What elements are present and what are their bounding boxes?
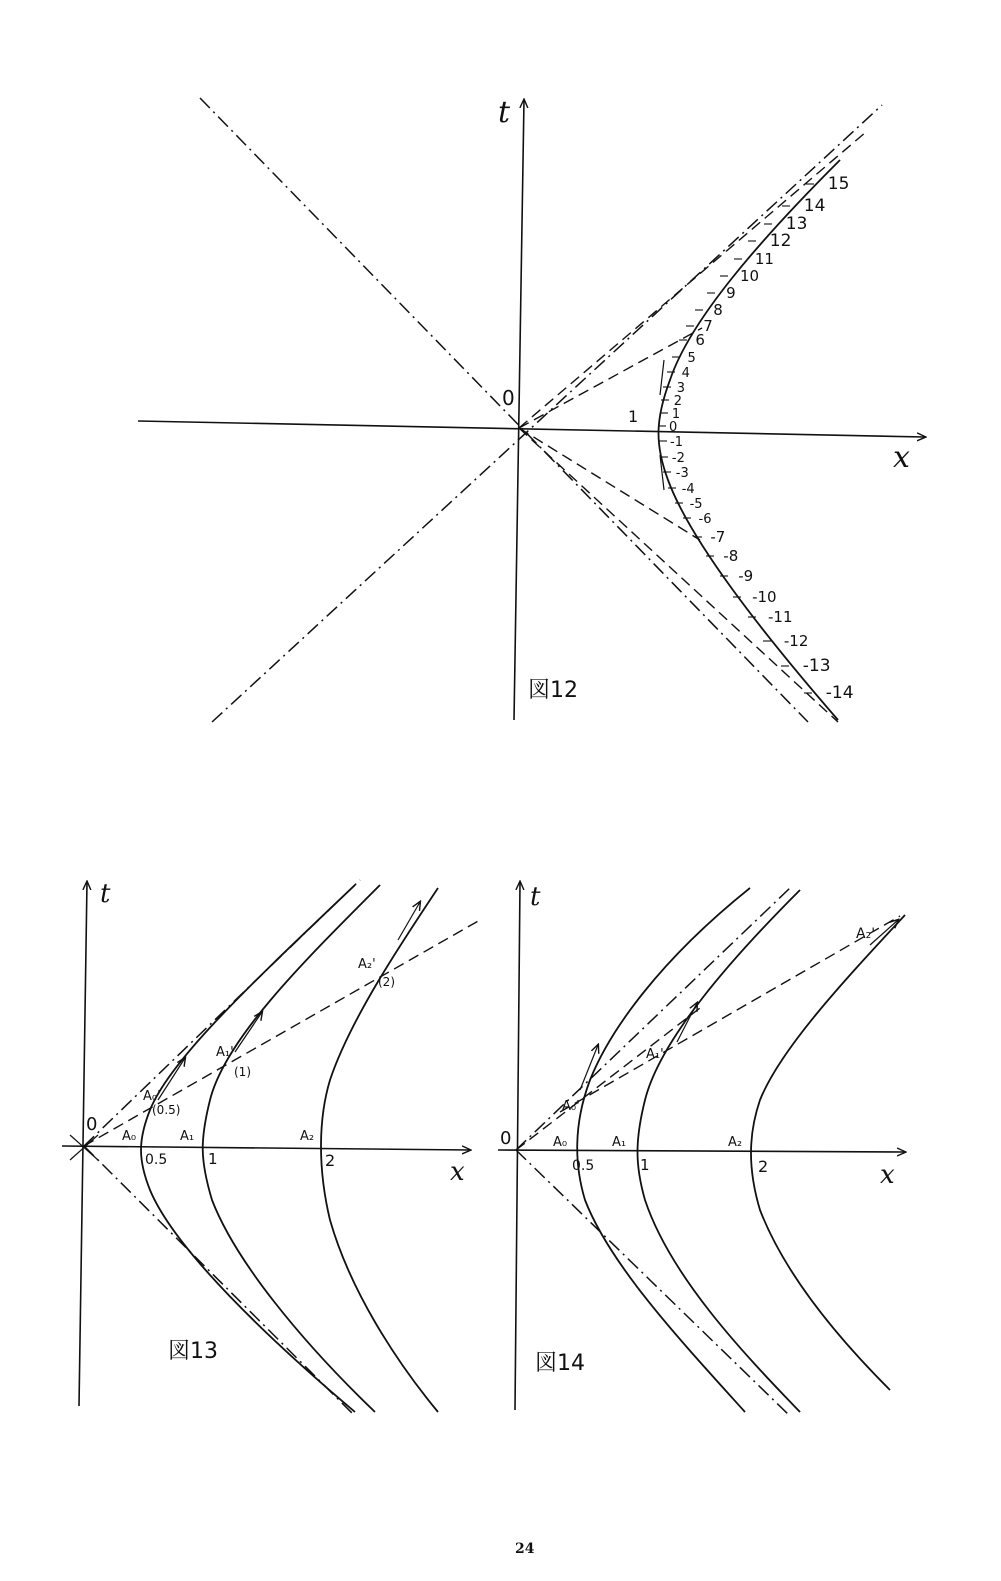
tangent-segment: [660, 360, 664, 395]
worldline-tick-label: 3: [676, 381, 685, 396]
worldline-tick-label: -14: [825, 683, 854, 703]
worldline-tick-label: 5: [687, 351, 696, 366]
x-axis: [138, 421, 925, 437]
worldline-tick-label: -13: [802, 656, 831, 676]
x-axis: [498, 1150, 905, 1152]
light-cone-line: [200, 98, 808, 722]
worldline-tick-label: -8: [723, 547, 739, 565]
worldline-tick-label: -7: [710, 528, 726, 546]
worldline-tick-label: 4: [681, 366, 690, 381]
x-tick-label: 2: [758, 1157, 769, 1176]
worldline-tick-label: -1: [670, 435, 683, 450]
worldline-tick-label: 12: [769, 231, 792, 251]
event-value: (1): [234, 1065, 251, 1079]
event-label: A₀': [143, 1089, 161, 1104]
t-axis-label: t: [530, 882, 541, 912]
page-number: 24: [515, 1541, 535, 1557]
worldline-tick-label: 10: [740, 267, 760, 285]
worldline-tick-label: -4: [681, 482, 695, 497]
worldline-tick-label: 11: [754, 250, 774, 268]
vertex-label: A₀: [553, 1135, 568, 1150]
x-tick-label: 0.5: [572, 1158, 595, 1174]
worldline-hyperbola: [658, 160, 840, 720]
x-axis-label: x: [450, 1157, 465, 1187]
worldline-tick-label: 9: [726, 284, 736, 302]
worldline-tick-label: -12: [783, 632, 809, 650]
tangent-arrow: [677, 1003, 697, 1042]
x-tick-label: 0.5: [145, 1152, 168, 1168]
light-cone-line: [516, 1150, 790, 1416]
worldline-tick-label: -3: [675, 466, 689, 481]
event-label: A₁': [216, 1045, 234, 1060]
worldline-tick-label: -10: [752, 588, 777, 606]
worldline-tick-label: 0: [669, 420, 678, 435]
figure-12: [138, 95, 925, 722]
vertex-label: A₁: [180, 1129, 195, 1144]
worldline-ticks: [658, 174, 854, 703]
asymptote-line: [519, 132, 866, 428]
event-label: A₂': [856, 926, 876, 942]
t-axis-label: t: [100, 879, 111, 909]
vertex-label: A₂: [300, 1129, 315, 1144]
worldline-tick-label: 8: [713, 301, 723, 319]
x-tick-label: 1: [208, 1150, 218, 1168]
event-label: A₁': [646, 1047, 664, 1062]
origin-label: 0: [502, 386, 515, 410]
worldline-tick-label: 6: [695, 331, 705, 349]
figure-caption: 図12: [528, 678, 578, 703]
origin-label: 0: [500, 1128, 512, 1149]
worldline-tick-label: -2: [671, 451, 685, 466]
worldline-tick-label: 1: [671, 407, 681, 422]
worldline-tick-label: 2: [673, 394, 683, 409]
worldline-tick-label: 7: [703, 317, 713, 335]
simultaneity-line: [516, 1008, 700, 1150]
tangent-arrow: [235, 1012, 262, 1052]
worldline-tick-label: 14: [803, 196, 826, 216]
tangent-arrow: [158, 1058, 185, 1100]
figure-14: [498, 882, 905, 1416]
x-tick-label: 1: [640, 1156, 650, 1174]
origin-label: 0: [86, 1114, 98, 1135]
t-axis: [514, 100, 524, 720]
light-cone-line: [516, 888, 790, 1150]
x-axis-label: x: [880, 1160, 895, 1190]
event-value: (2): [378, 975, 395, 989]
unit-label: 1: [628, 407, 639, 426]
figure-13: [62, 879, 480, 1416]
t-axis-label: t: [498, 95, 511, 130]
x-axis: [62, 1146, 470, 1150]
worldline-tick-label: -5: [689, 497, 703, 512]
event-label: A₂': [358, 957, 376, 972]
x-tick-label: 2: [325, 1151, 336, 1170]
worldline-tick-label: -6: [698, 512, 712, 527]
worldline-tick-label: -9: [738, 567, 754, 585]
event-label: A₀': [562, 1099, 580, 1114]
event-value: (0.5): [152, 1103, 181, 1117]
vertex-label: A₀: [122, 1129, 137, 1144]
worldline-tick-label: 13: [785, 214, 808, 234]
light-cone-line: [212, 105, 882, 722]
figure-caption: 図14: [535, 1351, 585, 1376]
figure-caption: 図13: [168, 1339, 218, 1364]
light-cone-line: [84, 1146, 355, 1416]
vertex-label: A₂: [728, 1135, 743, 1150]
worldline-tick-label: 15: [827, 174, 850, 194]
vertex-label: A₁: [612, 1135, 627, 1150]
worldline-tick-label: -11: [768, 608, 793, 626]
x-axis-label: x: [893, 440, 910, 475]
